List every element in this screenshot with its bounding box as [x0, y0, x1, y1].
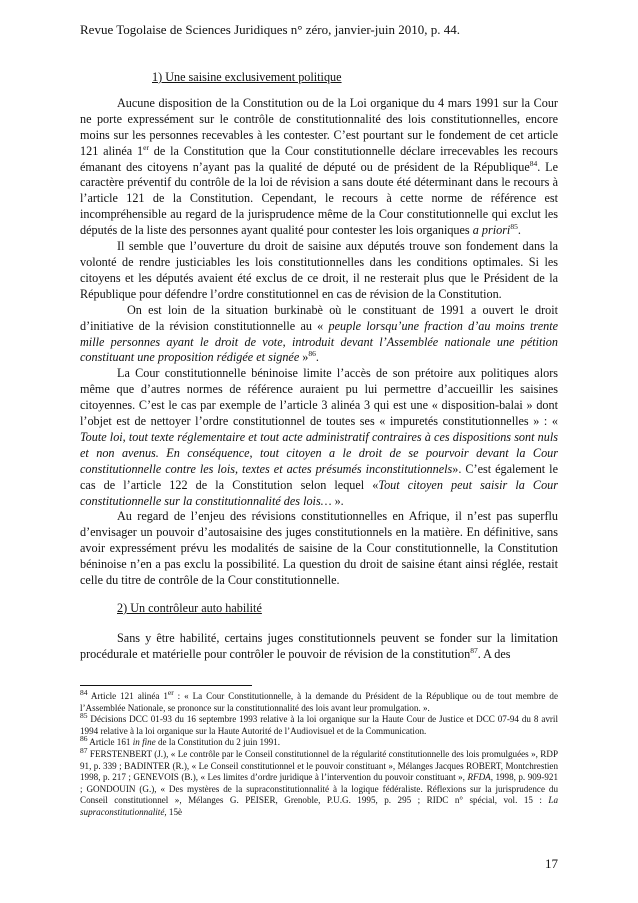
footnotes — [80, 687, 558, 819]
footnote-ref-84[interactable]: 84 — [529, 158, 538, 168]
section-heading-2: 2) Un contrôleur auto habilité — [117, 601, 262, 615]
footnote-separator — [80, 685, 252, 686]
page-number: 17 — [545, 856, 558, 871]
footnote-ref-86[interactable]: 86 — [308, 349, 316, 359]
paragraph-1: Aucune disposition de la Constitution ou de la Loi organique du 4 mars 1991 sur la Cour ne porte expressément sur le contrôle de constitutionnalité des lois constitutionnelles, encore moins sur les personnes recevables à les contester. C’est pourtant sur le fondement de cet article 121 alinéa 1er de la Constitution que la Cour constitutionnelle déclare irrecevables les recours émanant des citoyens n’ayant pas la qualité de député ou de président de la République$^{84}$. Le caractère préventif du contrôle de la loi de révision a sans doute été déterminant dans le recours à l’article 121 de la Constitution. Cependant, le recours à cette norme de référence est incompréhensible au regard de la jurisprudence même de la Cour constitutionnelle qui exclut les députés de la liste des personnes ayant qualité pour contester les lois organiques a priori$^{85}$. — [80, 95, 559, 238]
main-text — [80, 70, 558, 663]
running-header: Revue Togolaise de Sciences Juridiques n° zéro, janvier-juin 2010, p. 44. — [80, 22, 460, 37]
footnote-87: $^{87}$ FERSTENBERT (J.), « Le contrôle par le Conseil constitutionnel de la régularité constitutionnelle des lois promulguées », RDP 91, p. 339 ; BADINTER (R.), « Le Conseil constitutionnel et le pouvoir constituant », Mélanges Jacques ROBERT, Montchrestien 1998, p. 217 ; GENEVOIS (B.), « Les limites d’ordre juridique à l’intervention du pouvoir constituant », RFDA, 1998, p. 909-921 ; GONDOUIN (G.), « Des mystères de la supraconstitutionnalité à la logique fédéraliste. Réflexions sur la jurisprudence du Conseil constitutionnel », Mélanges G. PEISER, Grenoble, P.U.G. 1995, p. 295 ; RIDC n° spécial, vol. 15 : La supraconstitutionnalité, 15è — [80, 745, 558, 817]
paragraph-5: Au regard de l’enjeu des révisions constitutionnelles en Afrique, il n’est pas superflu d’envisager un pouvoir d’autosaisine des juges constitutionnels en la matière. En définitive, sans avoir expressément prévu les modalités de saisine de la Cour constitutionnelle, la Constitution béninoise n’en a pas exclu la possibilité. La question du droit de saisine étant ainsi réglée, restait celle du titre de contrôle de la Cour constitutionnelle. — [80, 509, 558, 588]
section-heading-1: 1) Une saisine exclusivement politique — [152, 70, 342, 84]
paragraph-2: Il semble que l’ouverture du droit de saisine aux députés trouve son fondement dans la volonté de rendre justiciables les lois constitutionnelles dans les conditions optimales. Si les citoyens et les députés avaient été exclus de ce droit, il ne resterait plus que le Président de la République pour défendre l’ordre constitutionnel en cas de révision de la Constitution. — [80, 239, 558, 301]
footnote-84: $^{84}$ Article 121 alinéa 1er : « La Cour Constitutionnelle, à la demande du Président de la République ou de tout membre de l’Assemblée Nationale, se prononce sur la constitutionnalité des lois avant leur promulgation. ». — [80, 687, 558, 713]
superscript-er: er — [143, 142, 149, 152]
paragraph-4: La Cour constitutionnelle béninoise limite l’accès de son prétoire aux politiques alors même que d’autres normes de référence auraient pu lui permettre d’accueillir les saisines citoyennes. C’est le cas par exemple de l’article 3 alinéa 3 qui est une « disposition-balai » dont l’objet est de nettoyer l’ordre constitutionnel de toutes ses « impuretés constitutionnelles » : « Toute loi, tout texte réglementaire et tout acte administratif contraires à ces dispositions sont nuls et non avenus. En conséquence, tout citoyen a le droit de se pourvoir devant la Cour constitutionnelle contre les lois, textes et actes présumés inconstitutionnels». C’est également le cas de l’article 122 de la Constitution selon lequel «Tout citoyen peut saisir la Cour constitutionnelle sur la constitutionnalité des lois… ». — [80, 366, 558, 508]
footnote-86: $^{86}$ Article 161 in fine de la Constitution du 2 juin 1991. — [80, 734, 280, 748]
paragraph-3: On est loin de la situation burkinabè où le constituant de 1991 a ouvert le droit d’initiative de la révision constitutionnelle au « peuple lorsqu’une fraction d’au moins trente mille personnes ayant le droit de vote, introduit devant l’Assemblée nationale une pétition constituant une proposition rédigée et signée »$^{86}$. — [80, 302, 558, 365]
footnote-85: $^{85}$ Décisions DCC 01-93 du 16 septembre 1993 relative à la loi organique sur la Haute Cour de Justice et DCC 07-94 du 8 avril 1994 relative à la loi organique sur la Haute Autorité de l’Audiovisuel et de la Communication. — [80, 711, 558, 736]
footnote-ref-87[interactable]: 87 — [470, 645, 478, 655]
paragraph-6: Sans y être habilité, certains juges constitutionnels peuvent se fonder sur la limitation procédurale et matérielle pour contrôler le pouvoir de révision de la constitution$^{87}$. A des — [80, 630, 558, 661]
footnote-ref-85[interactable]: 85 — [510, 222, 518, 232]
